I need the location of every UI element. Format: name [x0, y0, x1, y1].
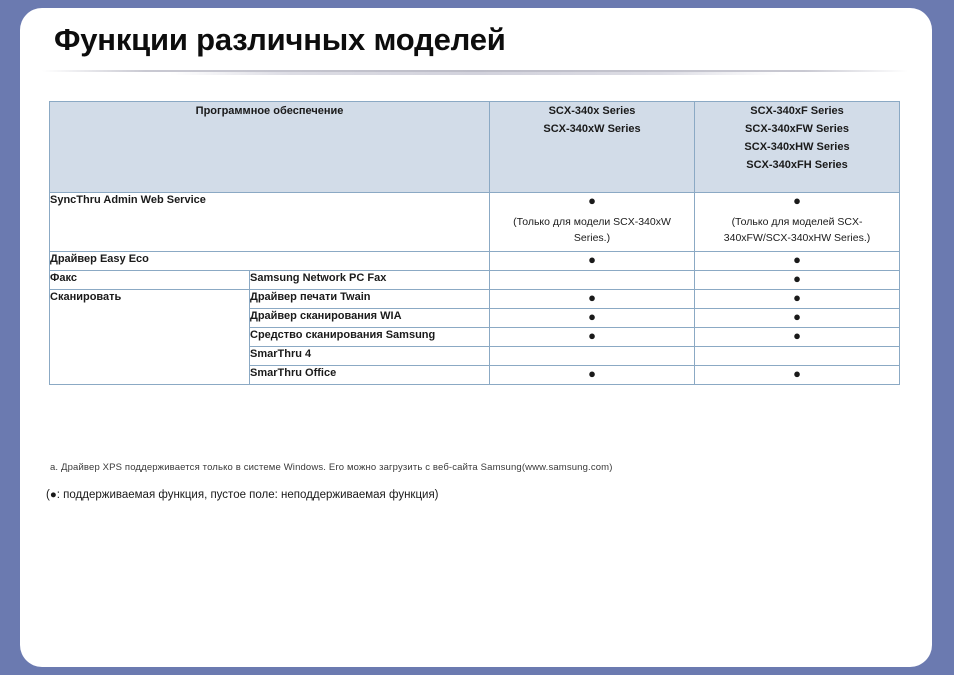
row-mark-col2: [695, 328, 900, 347]
features-table: [49, 101, 900, 385]
support-bullet: ●: [793, 366, 801, 381]
row-label: SyncThru Admin Web Service: [50, 193, 490, 252]
row-mark-col1: [490, 328, 695, 347]
row-sub-label: Драйвер сканирования WIA: [250, 309, 490, 328]
row-sub-label: Средство сканирования Samsung: [250, 328, 490, 347]
support-bullet: ●: [588, 309, 596, 324]
support-bullet: ●: [793, 252, 801, 267]
support-bullet: ●: [793, 328, 801, 343]
support-bullet: ●: [588, 193, 596, 208]
title-divider-soft: [170, 72, 780, 75]
table-row: [50, 252, 900, 271]
table-header-row: [50, 102, 900, 193]
header-model-line: SCX-340xFH Series: [746, 159, 848, 171]
row-mark-col1: [490, 252, 695, 271]
row-mark-col2: [695, 309, 900, 328]
row-mark-col1: [490, 309, 695, 328]
title-block: [20, 8, 932, 76]
header-models-col2: [695, 102, 900, 193]
row-sub-label: Samsung Network PC Fax: [250, 271, 490, 290]
row-mark-col2: [695, 290, 900, 309]
header-model-line: SCX-340xHW Series: [744, 141, 850, 153]
row-mark-col1: [490, 193, 695, 252]
table-row: [50, 290, 900, 309]
row-mark-col2: [695, 271, 900, 290]
footnote-a: a. Драйвер XPS поддерживается только в системе Windows. Его можно загрузить с веб-сайта Samsung(www.samsung.com): [50, 462, 613, 473]
row-mark-col1: [490, 271, 695, 290]
support-bullet: ●: [793, 271, 801, 286]
support-bullet: ●: [588, 290, 596, 305]
row-mark-col1: [490, 290, 695, 309]
support-bullet: ●: [793, 193, 801, 208]
table-row: [50, 193, 900, 252]
row-group-label: Сканировать: [50, 290, 250, 385]
support-bullet: ●: [588, 252, 596, 267]
footnote-legend: (●: поддерживаемая функция, пустое поле: неподдерживаемая функция): [46, 489, 439, 501]
row-group-label: Факс: [50, 271, 250, 290]
row-mark-col2: [695, 347, 900, 366]
support-bullet: ●: [793, 290, 801, 305]
row-mark-col2: [695, 252, 900, 271]
header-model-line: SCX-340xFW Series: [745, 123, 849, 135]
header-models-col1: [490, 102, 695, 193]
header-model-line: SCX-340xW Series: [543, 123, 641, 135]
support-note: (Только для моделей SCX-340xFW/SCX-340xHW Series.): [723, 216, 871, 244]
header-model-line: SCX-340xF Series: [750, 105, 844, 117]
row-label: Драйвер Easy Eco: [50, 252, 490, 271]
row-sub-label: SmarThru 4: [250, 347, 490, 366]
row-mark-col1: [490, 366, 695, 385]
page-title: Функции различных моделей: [54, 22, 506, 57]
header-model-line: SCX-340x Series: [548, 105, 636, 117]
row-sub-label: SmarThru Office: [250, 366, 490, 385]
support-bullet: ●: [588, 328, 596, 343]
title-divider-line: [42, 70, 908, 72]
support-note: (Только для модели SCX-340xW Series.): [513, 216, 671, 244]
row-mark-col1: [490, 347, 695, 366]
slide-panel: [20, 8, 932, 667]
header-software: Программное обеспечение: [50, 102, 490, 193]
table-row: [50, 271, 900, 290]
row-mark-col2: [695, 366, 900, 385]
row-mark-col2: [695, 193, 900, 252]
support-bullet: ●: [793, 309, 801, 324]
row-sub-label: Драйвер печати Twain: [250, 290, 490, 309]
support-bullet: ●: [588, 366, 596, 381]
